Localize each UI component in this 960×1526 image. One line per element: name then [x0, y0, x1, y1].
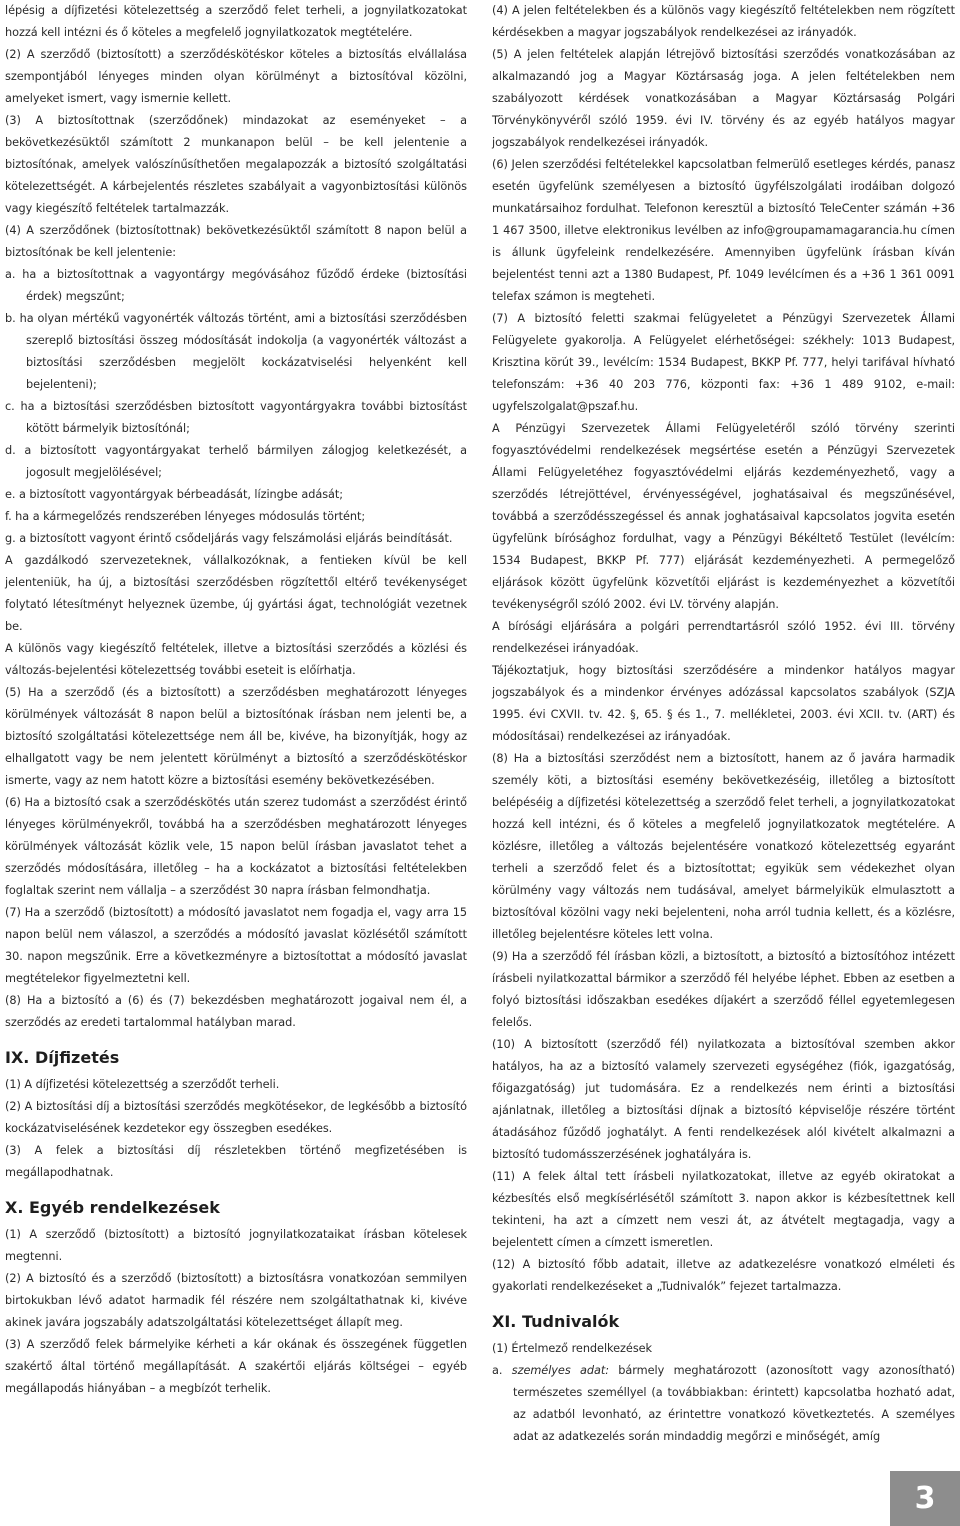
paragraph: (10) A biztosított (szerződő fél) nyilatkozata a biztosítóval szemben akkor hatályos, ha az a biztosító valamely szervezeti egységéhez (fiók, igazgatóság, főigazgatóság) jut tudomására. Ez a rendelkezés nem érinti a biztosítási ajánlatnak, illetőleg a biztosítási díjnak a biztosító képviselője részére történt átadásához fűződő joghatályt. A fenti rendelkezések alól kivételt alkalmazni a biztosító tudomásszerzésének joghatályára is. — [492, 1038, 955, 1161]
paragraph: A bírósági eljárására a polgári perrendtartásról szóló 1952. évi III. törvény rendelkezései irányadóak. — [492, 620, 955, 655]
paragraph: (8) Ha a biztosítási szerződést nem a biztosított, hanem az ő javára harmadik személy köti, a biztosítási esemény bekövetkezéséig, illetőleg a biztosított belépéséig a díjfizetési kötelezettség a szerződő felet terheli, a jognyilatkozatokat hozzá kell intézni, és ő köteles a megfelelő jognyilatkozatok megtételére. A közlésre, illetőleg a változás bejelentésére vonatkozó kötelezettség egyaránt terheli a szerződő felet és a biztosítottat; egyikük sem védekezhet olyan körülmény vagy változás nem tudásával, amelyet bármelyikük elmulasztott a biztosítóval közölni vagy neki bejelenteni, noha arról tudnia kellett, és a közlésre, illetőleg bejelentésre köteles lett volna. — [492, 752, 955, 941]
paragraph: (9) Ha a szerződő fél írásban közli, a biztosított, a biztosító a biztosítóhoz intézett írásbeli nyilatkozattal bármikor a szerződő fél helyébe léphet. Ebben az esetben a folyó biztosítási időszakban esedékes díjakért a szerződő féllel egyetemlegesen felelős. — [492, 950, 955, 1029]
definition-item — [492, 1360, 955, 1448]
right-column — [492, 0, 955, 1448]
paragraph: lépésig a díjfizetési kötelezettség a szerződő felet terheli, a jognyilatkozatokat hozzá kell intézni és ő köteles a megfelelő jognyilatkozatok megtételére. — [5, 4, 467, 39]
paragraph: A gazdálkodó szervezeteknek, vállalkozóknak, a fentieken kívül be kell jelenteniük, ha új, a biztosítási szerződésben rögzítettől eltérő tevékenységet folytató létesítményt helyeznek üzembe, új gyártási ágat, technológiát vezetnek be. — [5, 554, 467, 633]
paragraph: (2) A biztosítási díj a biztosítási szerződés megkötésekor, de legkésőbb a biztosító kockázatviselésének kezdetekor egy összegben esedékes. — [5, 1100, 467, 1135]
paragraph: (3) A szerződő felek bármelyike kérheti a kár okának és összegének független szakértő által történő megállapítását. A szakértői eljárás költségei – egyéb megállapodás hiányában – a megbízót terhelik. — [5, 1338, 467, 1395]
paragraph: (2) A biztosító és a szerződő (biztosított) a biztosításra vonatkozóan semmilyen birtokukban lévő adatot harmadik fél részére nem szolgáltathatnak ki, kivéve akinek javára jogszabály adatszolgáltatási kötelezettséget állapít meg. — [5, 1272, 467, 1329]
list-item: b. ha olyan mértékű vagyonérték változás történt, ami a biztosítási szerződésben szereplő biztosítási összeg módosítását indokolja (a vagyonérték változást a biztosítási szerződésben megjelölt kockázatviselési helyenként kell bejelenteni); — [5, 312, 467, 391]
list-item: c. ha a biztosítási szerződésben biztosított vagyontárgyakra további biztosítást kötött bármelyik biztosítónál; — [5, 400, 467, 435]
paragraph: (5) Ha a szerződő (és a biztosított) a szerződésben meghatározott lényeges körülmények változását 8 napon belül a biztosítónak írásban nem jelenti be, a biztosító szolgáltatási kötelezettsége nem áll be, kivéve, ha bizonyítják, hogy az elhallgatott vagy be nem jelentett körülményt a biztosító a szerződéskötéskor ismerte, vagy az nem hatott közre a biztosítási esemény bekövetkezésében. — [5, 686, 467, 787]
paragraph: (4) A szerződőnek (biztosítottnak) bekövetkezésüktől számított 8 napon belül a biztosítónak be kell jelentenie: — [5, 224, 467, 259]
list-item: e. a biztosított vagyontárgyak bérbeadását, lízingbe adását; — [5, 488, 344, 501]
paragraph: (1) A díjfizetési kötelezettség a szerződőt terheli. — [5, 1078, 280, 1091]
paragraph: (2) A szerződő (biztosított) a szerződéskötéskor köteles a biztosítás elvállalása szempontjából lényeges minden olyan körülményt a biztosítóval közölni, amelyeket ismert, vagy ismernie kellett. — [5, 48, 467, 105]
subheading: (1) Értelmező rendelkezések — [492, 1342, 653, 1355]
paragraph: (1) A szerződő (biztosított) a biztosító jognyilatkozataikat írásban kötelesek megtenni. — [5, 1228, 467, 1263]
list-item: g. a biztosított vagyont érintő csődeljárás vagy felszámolási eljárás beindítását. — [5, 532, 453, 545]
paragraph: (6) Jelen szerződési feltételekkel kapcsolatban felmerülő esetleges kérdés, panasz esetén ügyfelünk személyesen a biztosító ügyfélszolgálati irodáiban dolgozó munkatársaihoz fordulhat. Telefonon keresztül a biztosító TeleCenter számán +36 1 467 3500, illetve elektronikus levélben az info@groupamamagarancia.hu címen is állunk ügyfeleink rendelkezésére. Amennyiben ügyfelünk írásban kíván bejelentést tenni azt a 1380 Budapest, Pf. 1049 levélcímen és a +36 1 361 0091 telefax számon is megteheti. — [492, 158, 955, 303]
section-heading-xi: XI. Tudnivalók — [492, 1312, 620, 1331]
paragraph: (12) A biztosító főbb adatait, illetve az adatkezelésre vonatkozó elméleti és gyakorlati rendelkezéseket a „Tudnivalók” fejezet tartalmazza. — [492, 1258, 955, 1293]
paragraph: (3) A felek a biztosítási díj részletekben történő megfizetésében is megállapodhatnak. — [5, 1144, 467, 1179]
definition-marker: a. — [492, 1364, 503, 1377]
paragraph: (7) A biztosító feletti szakmai felügyeletet a Pénzügyi Szervezetek Állami Felügyelete gyakorolja. A Felügyelet elérhetőségei: székhely: 1013 Budapest, Krisztina körút 39., levélcím: 1534 Budapest, BKKP Pf. 777, helyi tarifával hívható telefonszám: +36 40 203 776, központi fax: +36 1 489 9102, e-mail: ugyfelszolgalat@pszaf.hu. — [492, 312, 955, 413]
paragraph: (3) A biztosítottnak (szerződőnek) mindazokat az eseményeket – a bekövetkezésüktől számított 2 munkanapon belül – be kell jelentenie a biztosítónak, amelyek valószínűsíthetően megalapozzák a biztosító szolgáltatási kötelezettségét. A kárbejelentés részletes szabályait a vagyonbiztosítási különös vagy kiegészítő feltételek tartalmazzák. — [5, 114, 467, 215]
paragraph: Tájékoztatjuk, hogy biztosítási szerződésére a mindenkor hatályos magyar jogszabályok és a mindenkor érvényes adózással kapcsolatos szabályok (SZJA 1995. évi CXVII. tv. 42. §, 65. § és 1., 7. mellékletei, 2003. évi XCII. tv. (ART) és módosításai) rendelkezései az irányadóak. — [492, 664, 955, 743]
definition-term: személyes adat: — [511, 1364, 609, 1377]
list-item: f. ha a kármegelőzés rendszerében lényeges módosulás történt; — [5, 510, 366, 523]
page-number: 3 — [890, 1471, 960, 1526]
paragraph: A Pénzügyi Szervezetek Állami Felügyeletéről szóló törvény szerinti fogyasztóvédelmi rendelkezések megsértése esetén a Pénzügyi Szervezetek Állami Felügyeletéhez fogyasztóvédelmi eljárás kezdeményezhető, vagy a szerződés létrejöttével, érvényességével, joghatásaival és megszűnésével, továbbá a szerződésszegéssel és annak joghatásaival kapcsolatos jogvita esetén ügyfelünk bírósághoz fordulhat, vagy a Pénzügyi Békéltető Testület (levélcím: 1534 Budapest, BKKP Pf. 777) eljárását kezdeményezheti. A permegelőző eljárások között ügyfelünk közvetítői eljárást is kezdeményezhet a közvetítői tevékenységről szóló 2002. évi LV. törvény alapján. — [492, 422, 955, 611]
paragraph: (11) A felek által tett írásbeli nyilatkozatokat, illetve az egyéb okiratokat a kézbesítés első megkísérlésétől számított 3. napon akkor is kézbesítettnek kell tekinteni, ha azt a címzett nem veszi át, az átvételt megtagadja, vagy a bejelentett címen a címzett ismeretlen. — [492, 1170, 955, 1249]
paragraph: (5) A jelen feltételek alapján létrejövő biztosítási szerződés vonatkozásában az alkalmazandó jog a Magyar Köztársaság joga. A jelen feltételekben nem szabályozott kérdések vonatkozásában a Magyar Köztársaság Polgári Törvénykönyvéről szóló 1959. évi IV. törvény és az egyéb hatályos magyar jogszabályok rendelkezései irányadók. — [492, 48, 955, 149]
paragraph: (6) Ha a biztosító csak a szerződéskötés után szerez tudomást a szerződést érintő lényeges körülményekről, továbbá ha a szerződésben meghatározott lényeges körülmények változását közlik vele, 15 napon belül írásban javaslatot tehet a szerződés módosítására, illetőleg – ha a kockázatot a biztosítási feltételekben foglaltak szerint nem vállalja – a szerződést 30 napra írásban felmondhatja. — [5, 796, 467, 897]
section-heading-ix: IX. Díjfizetés — [5, 1048, 120, 1067]
paragraph: (4) A jelen feltételekben és a különös vagy kiegészítő feltételekben nem rögzített kérdésekben a magyar jogszabályok rendelkezései az irányadók. — [492, 4, 955, 39]
list-item: a. ha a biztosítottnak a vagyontárgy megóvásához fűződő érdeke (biztosítási érdek) megszűnt; — [5, 268, 467, 303]
paragraph: (7) Ha a szerződő (biztosított) a módosító javaslatot nem fogadja el, vagy arra 15 napon belül nem válaszol, a szerződés a módosító javaslat közlésétől számított 30. napon megszűnik. Erre a következményre a biztosítottat a módosító javaslat megtételekor figyelmeztetni kell. — [5, 906, 467, 985]
section-heading-x: X. Egyéb rendelkezések — [5, 1198, 220, 1217]
list-item: d. a biztosított vagyontárgyakat terhelő bármilyen zálogjog keletkezését, a jogosult megjelölésével; — [5, 444, 467, 479]
left-column — [5, 0, 467, 1400]
paragraph: A különös vagy kiegészítő feltételek, illetve a biztosítási szerződés a közlési és változás-bejelentési kötelezettség további eseteit is előírhatja. — [5, 642, 467, 677]
definition-text: bármely meghatározott (azonosított vagy azonosítható) természetes személlyel (a továbbiakban: érintett) kapcsolatba hozható adat, az adatból levonható, az érintettre vonatkozó következtetés. A személyes adat az adatkezelés során mindaddig megőrzi e minőségét, amíg — [513, 1364, 956, 1443]
paragraph: (8) Ha a biztosító a (6) és (7) bekezdésben meghatározott jogaival nem él, a szerződés az eredeti tartalommal hatályban marad. — [5, 994, 467, 1029]
